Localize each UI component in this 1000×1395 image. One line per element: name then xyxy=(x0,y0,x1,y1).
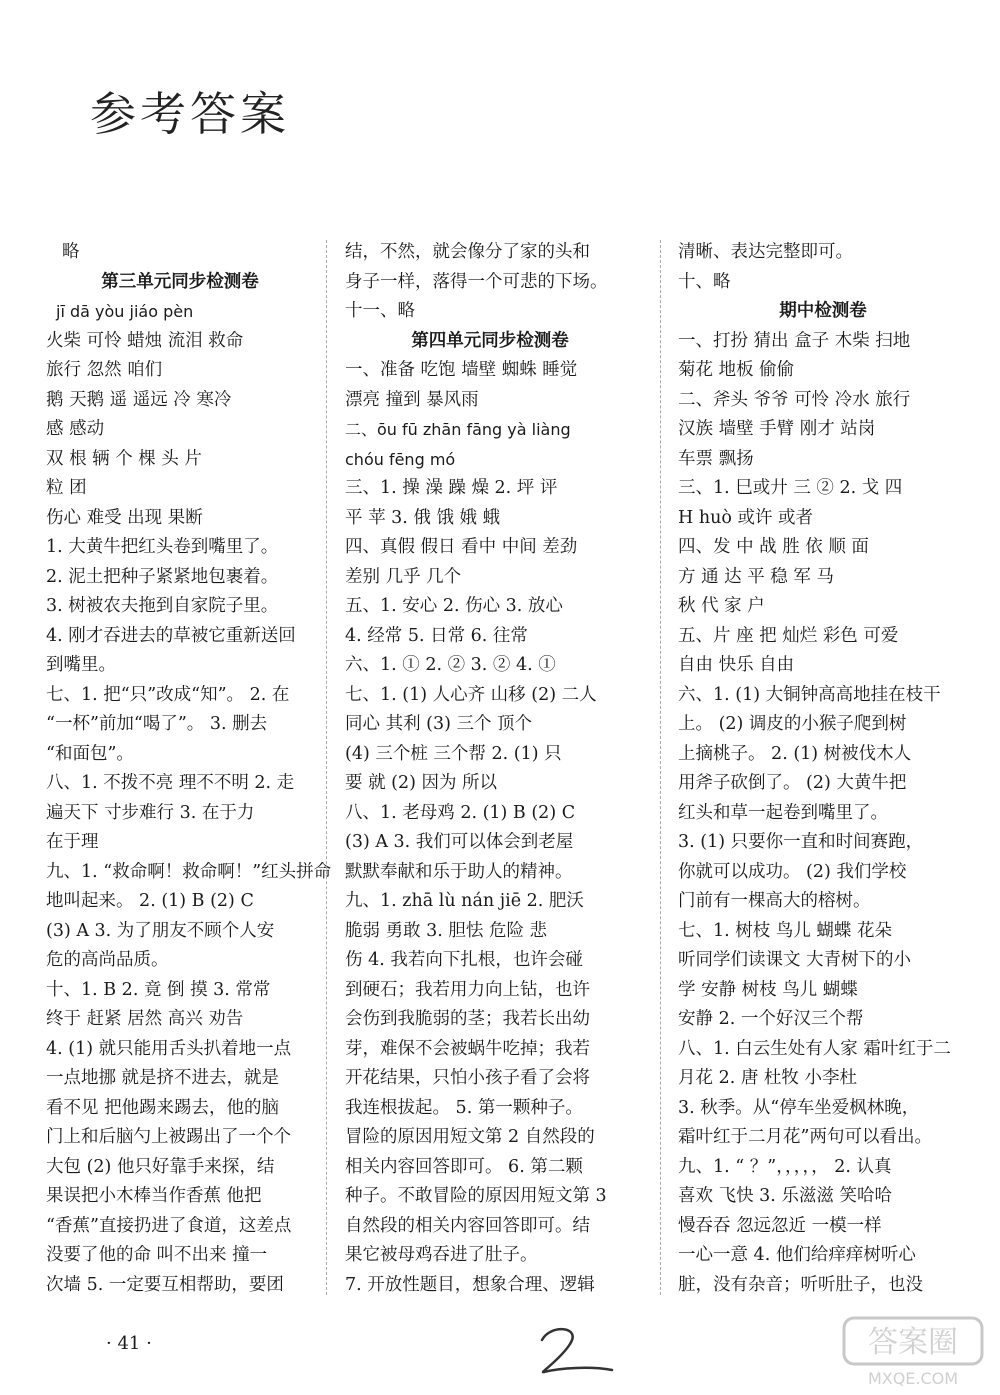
answer-line: 车票 飘扬 xyxy=(678,448,754,469)
answer-line: “一杯”前加“喝了”。 3. 删去 xyxy=(46,714,268,734)
answer-line: 八、1. 不拨不亮 理不不明 2. 走 xyxy=(46,773,295,793)
answer-line: 芽，难保不会被蜗牛吃掉；我若 xyxy=(345,1038,590,1059)
column-divider xyxy=(660,240,661,1295)
answer-line: 没要了他的命 叫不出来 撞一 xyxy=(46,1245,268,1265)
answer-line: 感 感动 xyxy=(46,419,105,439)
answer-line: 4. 经常 5. 日常 6. 往常 xyxy=(345,625,528,646)
answer-line: 大包 (2) 他只好靠手来探，结 xyxy=(46,1156,275,1177)
answer-line: 果误把小木棒当作香蕉 他把 xyxy=(46,1186,262,1206)
answer-line: 三、1. 操 澡 躁 燥 2. 坪 评 xyxy=(345,478,558,498)
answer-line: 六、1. ① 2. ② 3. ② 4. ① xyxy=(345,655,556,675)
answer-line: 鹅 天鹅 遥 遥远 冷 寒冷 xyxy=(46,389,232,410)
answer-line: 九、1. zhā lù nán jiē 2. 肥沃 xyxy=(345,891,584,911)
answer-line: “香蕉”直接扔进了食道，这差点 xyxy=(46,1215,292,1236)
answer-line: 脏，没有杂音；听听肚子，也没 xyxy=(678,1274,923,1295)
section-heading: 第四单元同步检测卷 xyxy=(411,330,569,351)
answer-line: 八、1. 老母鸡 2. (1) B (2) C xyxy=(345,802,576,823)
answer-line: 终于 赶紧 居然 高兴 劝告 xyxy=(46,1009,244,1029)
section-heading: 期中检测卷 xyxy=(779,301,867,321)
answer-line: 十、1. B 2. 竟 倒 摸 3. 常常 xyxy=(46,979,271,1000)
answer-line: chóu fēng mó xyxy=(345,449,456,469)
answer-line: 安静 2. 一个好汉三个帮 xyxy=(678,1009,864,1029)
answer-line: 二、ōu fū zhān fāng yà liàng xyxy=(345,420,571,439)
answer-line: 默默奉献和乐于助人的精神。 xyxy=(345,861,573,882)
answer-line: 慢吞吞 忽远忽近 一模一样 xyxy=(678,1215,882,1236)
answer-line: 到嘴里。 xyxy=(46,655,116,675)
answer-line: 粒 团 xyxy=(46,478,87,498)
answer-line: 双 根 辆 个 棵 头 片 xyxy=(46,448,202,469)
answer-line: 九、1. “ ？”，，，，， 2. 认真 xyxy=(678,1156,892,1177)
answer-line: 结，不然，就会像分了家的头和 xyxy=(345,242,590,262)
answer-line: 冒险的原因用短文第 2 自然段的 xyxy=(345,1127,595,1147)
answer-line: 菊花 地板 偷偷 xyxy=(678,360,795,380)
answer-column-1 xyxy=(46,238,332,1300)
answer-line: 门上和后脑勺上被踢出了一个个 xyxy=(46,1127,291,1147)
answer-line: 差别 几乎 几个 xyxy=(345,566,462,587)
answer-line: 门前有一棵高大的榕树。 xyxy=(678,891,871,911)
answer-line: 四、发 中 战 胜 依 顺 面 xyxy=(678,537,869,557)
answer-line: 果它被母鸡吞进了肚子。 xyxy=(345,1245,538,1265)
answer-line: 八、1. 白云生处有人家 霜叶红于二 xyxy=(678,1038,951,1059)
answer-line: 方 通 达 平 稳 军 马 xyxy=(678,566,834,587)
handwritten-mark xyxy=(530,1322,620,1382)
watermark-logo xyxy=(840,1300,990,1390)
answer-line: 二、斧头 爷爷 可怜 冷水 旅行 xyxy=(678,389,911,410)
answer-line: 脆弱 勇敢 3. 胆怯 危险 悲 xyxy=(345,920,548,941)
answer-line: 会伤到我脆弱的茎；我若长出幼 xyxy=(345,1009,590,1029)
answer-line: 地叫起来。 2. (1) B (2) C xyxy=(46,891,254,911)
section-heading: 第三单元同步检测卷 xyxy=(101,271,259,292)
answer-line: 自然段的相关内容回答即可。结 xyxy=(345,1215,590,1236)
answer-line: 四、真假 假日 看中 中间 差劲 xyxy=(345,537,578,557)
answer-line: 用斧子砍倒了。 (2) 大黄牛把 xyxy=(678,773,907,793)
answer-line: 伤 4. 我若向下扎根，也许会碰 xyxy=(345,950,583,970)
answer-line: 略 xyxy=(62,242,80,262)
answer-line: 十、略 xyxy=(678,271,731,292)
answer-line: 平 苹 3. 俄 饿 娥 蛾 xyxy=(345,507,501,528)
answer-line: 3. 树被农夫拖到自家院子里。 xyxy=(46,596,279,616)
answer-line: “和面包”。 xyxy=(46,743,134,764)
answer-line: 1. 大黄牛把红头卷到嘴里了。 xyxy=(46,537,279,557)
answer-line: 身子一样，落得一个可悲的下场。 xyxy=(345,271,608,292)
answer-line: (4) 三个桩 三个帮 2. (1) 只 xyxy=(345,743,562,764)
answer-line: 同心 其利 (3) 三个 顶个 xyxy=(345,714,533,734)
answer-line: 五、片 座 把 灿烂 彩色 可爱 xyxy=(678,625,899,646)
answer-line: 一心一意 4. 他们给痒痒树听心 xyxy=(678,1245,916,1265)
watermark-subtext: MXQE.COM xyxy=(867,1369,959,1388)
answer-line: 你就可以成功。 (2) 我们学校 xyxy=(678,861,907,882)
answer-line: 七、1. 树枝 鸟儿 蝴蝶 花朵 xyxy=(678,920,892,941)
answer-line: 看不见 把他踢来踢去，他的脑 xyxy=(46,1097,280,1118)
answer-line: 相关内容回答即可。 6. 第二颗 xyxy=(345,1156,583,1177)
answer-line: H huò 或许 或者 xyxy=(678,507,814,528)
answer-line: 3. 秋季。从“停车坐爱枫林晚， xyxy=(678,1097,920,1118)
answer-line: 霜叶红于二月花”两句可以看出。 xyxy=(678,1127,932,1147)
answer-line: 一点地挪 就是挤不进去，就是 xyxy=(46,1068,280,1088)
answer-line: 清晰、表达完整即可。 xyxy=(678,242,853,262)
answer-line: 旅行 忽然 咱们 xyxy=(46,360,163,380)
answer-line: 喜欢 飞快 3. 乐滋滋 笑哈哈 xyxy=(678,1186,892,1206)
answer-line: 七、1. (1) 人心齐 山移 (2) 二人 xyxy=(345,684,597,705)
answer-line: 次墙 5. 一定要互相帮助，要团 xyxy=(46,1274,284,1295)
answer-line: 六、1. (1) 大铜钟高高地挂在枝干 xyxy=(678,684,941,705)
answer-line: 一、准备 吃饱 墙壁 蜘蛛 睡觉 xyxy=(345,360,578,380)
answer-line: 要 就 (2) 因为 所以 xyxy=(345,773,498,793)
column-divider xyxy=(326,240,327,1295)
answer-line: 月花 2. 唐 杜牧 小李杜 xyxy=(678,1068,857,1088)
answer-line: 危的高尚品质。 xyxy=(46,950,169,970)
answer-line: (3) A 3. 为了朋友不顾个人安 xyxy=(46,920,275,941)
answer-line: 到硬石；我若用力向上钻，也许 xyxy=(345,979,590,1000)
answer-line: 7. 开放性题目，想象合理、逻辑 xyxy=(345,1274,595,1295)
answer-line: 九、1. “救命啊！救命啊！”红头拼命 xyxy=(46,861,332,882)
answer-line: 遍天下 寸步难行 3. 在于力 xyxy=(46,802,255,823)
answer-line: jī dā yòu jiáo pèn xyxy=(56,302,194,321)
answer-line: 学 安静 树枝 鸟儿 蝴蝶 xyxy=(678,979,858,1000)
answer-line: 五、1. 安心 2. 伤心 3. 放心 xyxy=(345,596,563,616)
answer-line: 自由 快乐 自由 xyxy=(678,655,795,675)
answer-line: 听同学们读课文 大青树下的小 xyxy=(678,950,912,970)
answer-line: (3) A 3. 我们可以体会到老屋 xyxy=(345,832,574,852)
answer-column-2 xyxy=(345,238,635,1300)
answer-line: 七、1. 把“只”改成“知”。 2. 在 xyxy=(46,684,290,705)
answer-line: 2. 泥土把种子紧紧地包裹着。 xyxy=(46,566,279,587)
answer-line: 3. (1) 只要你一直和时间赛跑， xyxy=(678,832,924,852)
answer-line: 上。 (2) 调皮的小猴子爬到树 xyxy=(678,714,907,734)
answer-line: 种子。不敢冒险的原因用短文第 3 xyxy=(345,1186,607,1206)
answer-line: 伤心 难受 出现 果断 xyxy=(46,507,203,528)
answer-line: 一、打扮 猜出 盒子 木柴 扫地 xyxy=(678,330,911,351)
answer-line: 十一、略 xyxy=(345,301,415,321)
answer-line: 汉族 墙壁 手臂 刚才 站岗 xyxy=(678,419,876,439)
answer-column-3 xyxy=(678,238,968,1300)
answer-line: 上摘桃子。 2. (1) 树被伐木人 xyxy=(678,743,912,764)
answer-line: 三、1. 巳或廾 三 ② 2. 戈 四 xyxy=(678,478,903,498)
answer-line: 4. 刚才吞进去的草被它重新送回 xyxy=(46,625,296,646)
page-number: · 41 · xyxy=(106,1333,152,1354)
watermark-text: 答案圈 xyxy=(868,1325,958,1360)
answer-line: 火柴 可怜 蜡烛 流泪 救命 xyxy=(46,330,244,351)
answer-line: 在于理 xyxy=(46,832,99,852)
answer-line: 开花结果，只怕小孩子看了会将 xyxy=(345,1068,590,1088)
answer-line: 秋 代 家 户 xyxy=(678,596,765,616)
answer-line: 4. (1) 就只能用舌头扒着地一点 xyxy=(46,1038,292,1059)
answer-line: 漂亮 撞到 暴风雨 xyxy=(345,389,479,410)
answer-line: 红头和草一起卷到嘴里了。 xyxy=(678,802,888,823)
page-title: 参考答案 xyxy=(90,87,290,141)
answer-line: 我连根拔起。 5. 第一颗种子。 xyxy=(345,1097,583,1118)
